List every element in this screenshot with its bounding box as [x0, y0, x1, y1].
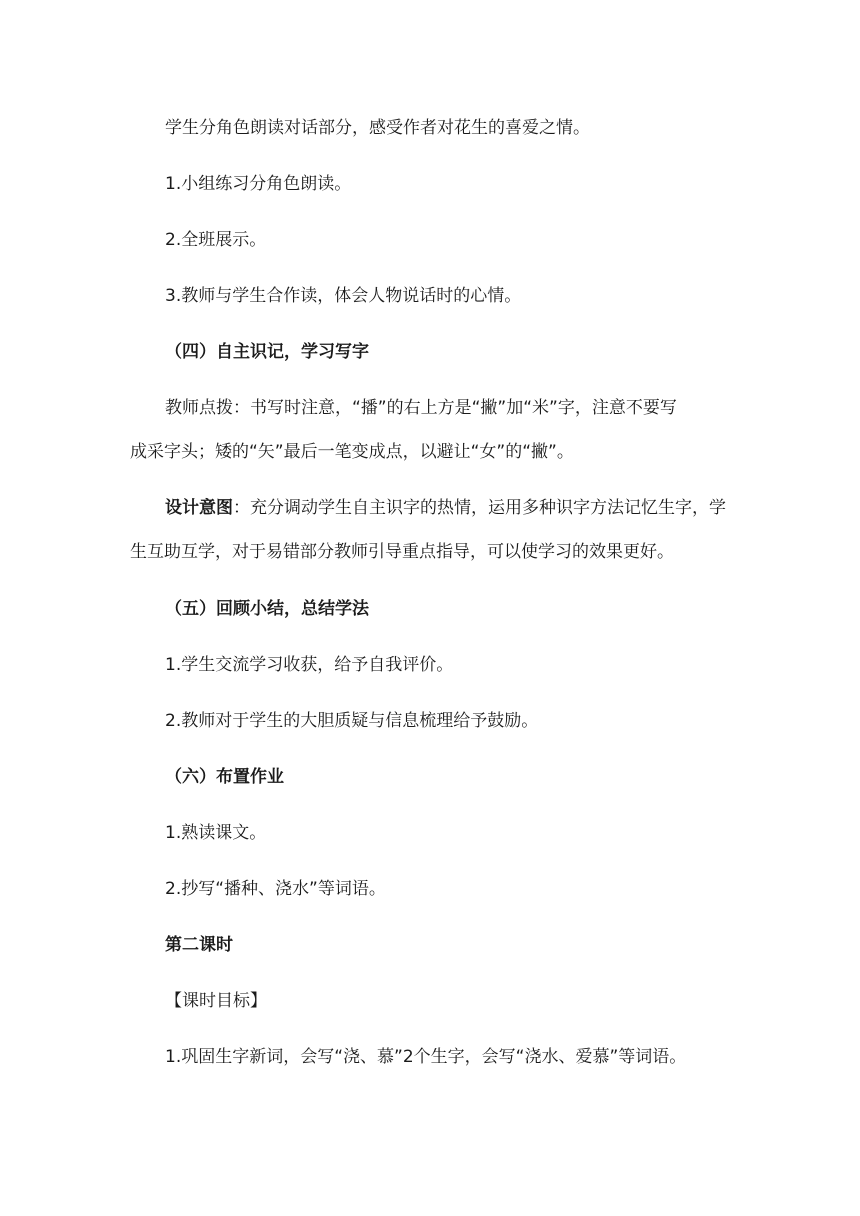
- design-intent-paragraph: [165, 496, 726, 520]
- list-item: 2.抄写“播种、浇水”等词语。: [165, 879, 386, 899]
- list-item: 1.巩固生字新词，会写“浇、慕”2个生字，会写“浇水、爱慕”等词语。: [165, 1047, 687, 1067]
- subheading: 【课时目标】: [165, 991, 267, 1011]
- paragraph-line: 成采字头；矮的“矢”最后一笔变成点，以避让“女”的“撇”。: [130, 442, 574, 462]
- section-heading: （五）回顾小结，总结学法: [165, 599, 369, 619]
- list-item: 3.教师与学生合作读，体会人物说话时的心情。: [165, 286, 522, 306]
- section-heading: （六）布置作业: [165, 767, 284, 787]
- section-heading: （四）自主识记，学习写字: [165, 342, 369, 362]
- list-item: 2.教师对于学生的大胆质疑与信息梳理给予鼓励。: [165, 711, 539, 731]
- list-item: 2.全班展示。: [165, 230, 267, 250]
- design-intent-text: ：充分调动学生自主识字的热情，运用多种识字方法记忆生字，学: [233, 498, 726, 518]
- list-item: 1.小组练习分角色朗读。: [165, 174, 352, 194]
- paragraph-line: 生互助互学，对于易错部分教师引导重点指导，可以使学习的效果更好。: [130, 542, 674, 562]
- list-item: 1.熟读课文。: [165, 823, 267, 843]
- design-intent-label: 设计意图: [165, 498, 233, 518]
- paragraph-line: 学生分角色朗读对话部分，感受作者对花生的喜爱之情。: [165, 118, 590, 138]
- paragraph-line: 教师点拨：书写时注意，“播”的右上方是“撇”加“米”字，注意不要写: [165, 398, 677, 418]
- list-item: 1.学生交流学习收获，给予自我评价。: [165, 655, 454, 675]
- lesson-heading: 第二课时: [165, 935, 233, 955]
